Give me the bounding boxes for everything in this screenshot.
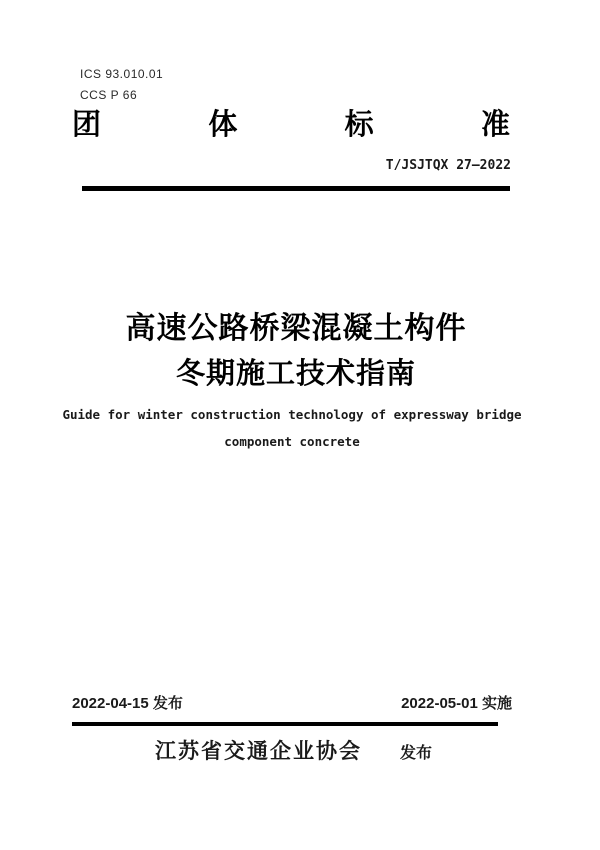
- english-title-line2: component concrete: [224, 434, 360, 449]
- implement-date: 2022-05-01 实施: [401, 695, 512, 712]
- main-title-line1: 高速公路桥梁混凝土构件: [125, 312, 467, 345]
- bottom-rule: [72, 722, 498, 726]
- dates-row: [72, 692, 512, 713]
- main-title-line2: 冬期施工技术指南: [175, 358, 416, 390]
- ccs-code: CCS P 66: [80, 88, 138, 102]
- issuer-name: 江苏省交通企业协会: [155, 739, 362, 763]
- standard-number: T/JSJTQX 27—2022: [385, 158, 511, 173]
- issue-date: 2022-04-15 发布: [72, 695, 183, 712]
- document-type-title: 团 体 标 准: [72, 109, 510, 141]
- issue-label: 发布: [400, 745, 433, 762]
- top-rule: [82, 186, 510, 191]
- ics-code: ICS 93.010.01: [80, 67, 164, 81]
- english-title-line1: Guide for winter construction technology of expressway bridge: [62, 407, 522, 422]
